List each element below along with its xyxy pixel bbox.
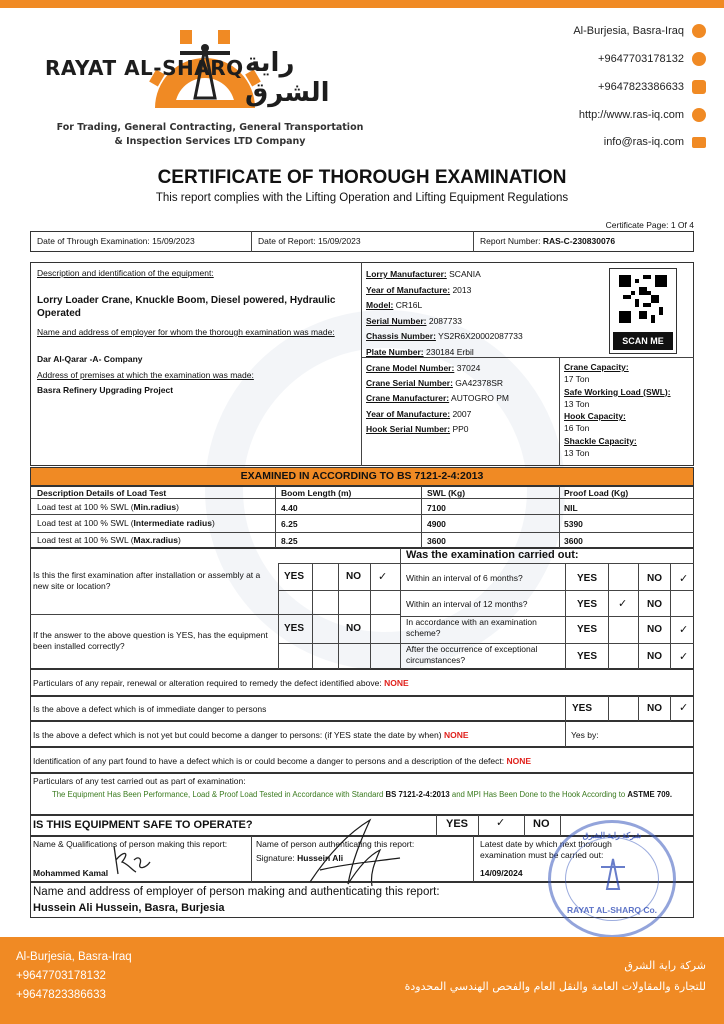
contact-website[interactable] xyxy=(579,108,706,122)
employer-report-label: Name and address of employer of person making and authenticating this report: xyxy=(33,886,440,898)
future-danger-text xyxy=(33,730,469,741)
divider xyxy=(275,486,276,548)
opt3-yes: YES xyxy=(577,624,598,635)
danger-no: NO xyxy=(647,703,662,714)
swl-cell: 7100 xyxy=(427,503,446,513)
hook-serial xyxy=(366,422,509,437)
opt2-yes: YES xyxy=(577,599,598,610)
part-defect-text xyxy=(33,756,531,767)
opt2-no: NO xyxy=(647,599,662,610)
q2-yes: YES xyxy=(284,623,305,634)
report-number xyxy=(480,236,615,247)
check-icon: ✓ xyxy=(679,651,689,663)
latest-date-value: 14/09/2024 xyxy=(480,868,523,878)
field-label: Crane Model Number: xyxy=(366,363,455,373)
table-row xyxy=(37,502,179,513)
divider xyxy=(559,357,560,466)
shackle-capacity-value: 13 Ton xyxy=(564,448,590,459)
mail-icon xyxy=(692,137,706,148)
logo-subtitle-line-1: For Trading, General Contracting, General Transportation xyxy=(56,122,364,133)
field-label: Hook Serial Number: xyxy=(366,423,451,434)
divider xyxy=(638,563,639,669)
qr-code-icon xyxy=(619,275,667,323)
row-text: ) xyxy=(177,535,181,545)
boom-length-cell: 8.25 xyxy=(281,536,298,546)
proof-load-cell: 5390 xyxy=(564,519,583,529)
repair-label: Particulars of any repair, renewal or alteration required to remedy the defect identified above: xyxy=(33,678,382,688)
scan-me-label: SCAN ME xyxy=(613,332,673,350)
interval-12-months: Within an interval of 12 months? xyxy=(406,599,528,609)
divider xyxy=(278,643,400,644)
certificate-subtitle: This report complies with the Lifting Operation and Lifting Equipment Regulations xyxy=(155,192,569,204)
crane-serial xyxy=(366,376,509,391)
divider xyxy=(251,231,252,252)
phone-icon xyxy=(692,52,706,66)
lorry-manufacturer xyxy=(366,267,523,283)
test-standard: BS 7121-2-4:2013 xyxy=(385,790,450,799)
table-row xyxy=(37,518,215,529)
logo-arabic-name: راية الشرق xyxy=(245,48,330,108)
crane-details xyxy=(366,361,509,437)
lorry-chassis xyxy=(366,329,523,345)
company-stamp xyxy=(548,820,676,938)
header-swl: SWL (Kg) xyxy=(427,488,466,498)
divider xyxy=(670,696,671,721)
test-label: Particulars of any test carried out as part of examination: xyxy=(33,776,246,786)
report-number-label: Report Number: xyxy=(480,236,541,246)
check-icon: ✓ xyxy=(679,573,689,585)
field-label: Model: xyxy=(366,300,394,310)
latest-date-label: Latest date by which next thorough examination must be carried out: xyxy=(480,839,612,860)
row-text: Load test at 100 % SWL ( xyxy=(37,518,134,528)
qr-code-box[interactable] xyxy=(609,268,677,354)
crane-year xyxy=(366,407,509,422)
divider xyxy=(565,721,566,747)
qualifications-label: Name & Qualifications of person making this report: xyxy=(33,839,228,849)
yes-by-label: Yes by: xyxy=(571,730,599,740)
swl-cell: 4900 xyxy=(427,519,446,529)
swl-label: Safe Working Load (SWL): xyxy=(564,386,671,397)
contact-address-text: Al-Burjesia, Basra-Iraq xyxy=(573,25,684,37)
row-text: Load test at 100 % SWL ( xyxy=(37,535,134,545)
part-defect-label: Identification of any part found to have a defect which is or could become a danger to persons and a description of the defect: xyxy=(33,756,505,766)
safe-yes: YES xyxy=(446,818,469,830)
crane-model xyxy=(366,361,509,376)
field-value: SCANIA xyxy=(449,269,481,279)
premises-label: Address of premises at which the examination was made: xyxy=(37,370,254,380)
row-text: Load test at 100 % SWL ( xyxy=(37,502,134,512)
future-danger-label: Is the above a defect which is not yet but could become a danger to persons: (if YES state the date by when) xyxy=(33,730,442,740)
lorry-plate xyxy=(366,345,523,361)
field-label: Crane Manufacturer: xyxy=(366,393,450,404)
divider xyxy=(278,563,279,669)
field-value: PP0 xyxy=(452,423,469,434)
contact-address xyxy=(573,24,706,38)
field-value: CR16L xyxy=(395,300,423,310)
lorry-year xyxy=(366,283,523,299)
logo-subtitle-line-2: & Inspection Services LTD Company xyxy=(114,136,306,147)
boom-length-cell: 6.25 xyxy=(281,519,298,529)
divider xyxy=(400,590,694,591)
repair-value: NONE xyxy=(384,678,409,688)
field-value: 37024 xyxy=(456,363,481,373)
premises-value: Basra Refinery Upgrading Project xyxy=(37,385,174,395)
header-proof-load: Proof Load (Kg) xyxy=(564,488,629,498)
field-value: GA42378SR xyxy=(455,378,504,389)
header-description: Description Details of Load Test xyxy=(37,488,167,498)
field-value: YS2R6X20002087733 xyxy=(438,331,523,341)
divider xyxy=(565,696,566,721)
contact-email-text: info@ras-iq.com xyxy=(603,136,684,148)
divider xyxy=(30,514,694,515)
table-row xyxy=(37,535,181,546)
lorry-serial xyxy=(366,314,523,330)
test-description xyxy=(34,789,690,800)
installed-correctly-question: If the answer to the above question is YES, has the equipment been installed correctly? xyxy=(33,630,268,651)
shackle-capacity-label: Shackle Capacity: xyxy=(564,435,637,446)
opt3-no: NO xyxy=(647,624,662,635)
field-label: Serial Number: xyxy=(366,315,427,326)
proof-load-cell: NIL xyxy=(564,503,578,513)
check-icon: ✓ xyxy=(378,571,388,583)
footer-contacts xyxy=(16,948,132,1005)
crane-capacity-value: 17 Ton xyxy=(564,374,590,385)
field-label: Chassis Number: xyxy=(366,331,436,341)
certificate-title: CERTIFICATE OF THOROUGH EXAMINATION xyxy=(157,167,567,188)
q1-yes: YES xyxy=(284,571,305,582)
signature-value: Hussein Ali xyxy=(297,853,344,863)
divider xyxy=(524,815,525,836)
globe-icon xyxy=(692,108,706,122)
test-astm: ASTME 709 xyxy=(627,790,670,799)
divider xyxy=(400,563,694,564)
divider xyxy=(30,614,400,615)
company-logo xyxy=(45,18,375,158)
row-radius: Max.radius xyxy=(133,535,178,545)
opt1-no: NO xyxy=(647,573,662,584)
employer-report-value: Hussein Ali Hussein, Basra, Burjesia xyxy=(33,902,225,914)
danger-yes: YES xyxy=(572,703,593,714)
page-indicator: Certificate Page: 1 Of 4 xyxy=(605,220,694,230)
divider xyxy=(400,548,401,669)
test-text: The Equipment Has Been Performance, Load & Proof Load Tested in Accordance with Standard xyxy=(51,790,384,799)
contact-phone-text: +9647703178132 xyxy=(598,53,684,65)
field-value: 2087733 xyxy=(428,315,462,326)
qualifications-value: Mohammed Kamal xyxy=(33,868,109,878)
authenticating-label: Name of person authenticating this report: xyxy=(256,839,415,849)
field-value: 230184 Erbil xyxy=(426,346,474,357)
divider xyxy=(638,696,639,721)
test-end: . xyxy=(669,790,673,799)
hook-capacity-value: 16 Ton xyxy=(564,423,590,434)
q2-no: NO xyxy=(346,623,361,634)
capacity-details xyxy=(564,361,671,459)
field-value: 2013 xyxy=(452,284,472,295)
footer-arabic-company: شركة راية الشرق xyxy=(624,959,706,972)
signature-mark-icon xyxy=(108,842,153,878)
row-radius: Min.radius xyxy=(133,502,177,512)
boom-length-cell: 4.40 xyxy=(281,503,298,513)
stamp-arabic-text: شركة راية الشرق xyxy=(582,831,642,840)
logo-subtitle xyxy=(45,121,375,149)
load-test-banner: EXAMINED IN ACCORDING TO BS 7121-2-4:2013 xyxy=(30,467,694,486)
safe-no: NO xyxy=(533,818,550,830)
equipment-desc-label: Description and identification of the equipment: xyxy=(37,268,214,278)
first-exam-question: Is this the first examination after installation or assembly at a new site or location? xyxy=(33,570,261,591)
danger-label: Is the above a defect which is of immediate danger to persons xyxy=(33,704,267,714)
footer-address: Al-Burjesia, Basra-Iraq xyxy=(16,951,132,963)
footer-mobile[interactable]: +9647823386633 xyxy=(16,989,106,1001)
carried-out-heading: Was the examination carried out: xyxy=(406,549,579,561)
employer-label: Name and address of employer for whom the thorough examination was made: xyxy=(37,327,335,337)
report-number-value: RAS-C-230830076 xyxy=(542,236,616,246)
contact-mobile[interactable] xyxy=(598,80,706,94)
exceptional-circumstances: After the occurrence of exceptional circumstances? xyxy=(406,644,538,665)
opt4-yes: YES xyxy=(577,651,598,662)
equipment-desc-value: Lorry Loader Crane, Knuckle Boom, Diesel powered, Hydraulic Operated xyxy=(37,295,336,319)
mobile-icon xyxy=(692,80,706,94)
divider xyxy=(278,563,400,564)
divider xyxy=(312,563,313,669)
field-label: Crane Serial Number: xyxy=(366,378,453,389)
stamp-english-text: RAYAT AL-SHARQ Co. xyxy=(566,905,658,915)
stamp-derrick-icon xyxy=(593,853,633,893)
header-boom-length: Boom Length (m) xyxy=(281,488,352,498)
check-icon: ✓ xyxy=(679,624,689,636)
contact-mobile-text: +9647823386633 xyxy=(598,81,684,93)
examination-scheme: In accordance with an examination scheme? xyxy=(406,617,537,638)
swl-cell: 3600 xyxy=(427,536,446,546)
report-date: Date of Report: 15/09/2023 xyxy=(258,236,361,246)
footer-arabic xyxy=(405,955,706,997)
divider xyxy=(436,815,437,836)
footer-phone[interactable]: +9647703178132 xyxy=(16,970,106,982)
location-pin-icon xyxy=(692,24,706,38)
crane-manufacturer xyxy=(366,391,509,406)
opt1-yes: YES xyxy=(577,573,598,584)
divider xyxy=(473,231,474,252)
divider xyxy=(370,563,371,669)
top-accent-bar xyxy=(0,0,724,8)
test-text: and MPI Has Been Done to the Hook According to xyxy=(451,790,626,799)
q1-no: NO xyxy=(346,571,361,582)
divider xyxy=(608,696,609,721)
divider xyxy=(278,590,400,591)
divider xyxy=(670,563,671,669)
row-text: ) xyxy=(211,518,215,528)
contact-phone[interactable] xyxy=(598,52,706,66)
footer-arabic-description: للتجارة والمقاولات العامة والنقل العام والفحص الهندسي المحدودة xyxy=(404,980,706,993)
field-value: AUTOGRO PM xyxy=(451,393,509,404)
future-danger-value: NONE xyxy=(443,730,469,740)
proof-load-cell: 3600 xyxy=(564,536,583,546)
row-text: ) xyxy=(176,502,179,512)
employer-value: Dar Al-Qarar -A- Company xyxy=(37,354,143,364)
row-radius: Intermediate radius xyxy=(133,518,212,528)
contact-email[interactable] xyxy=(604,136,706,148)
divider xyxy=(338,563,339,669)
check-icon: ✓ xyxy=(679,702,689,714)
field-label: Year of Manufacture: xyxy=(366,284,451,295)
divider xyxy=(30,532,694,533)
field-label: Year of Manufacture: xyxy=(366,408,451,419)
divider xyxy=(478,815,479,836)
safe-to-operate-label: IS THIS EQUIPMENT SAFE TO OPERATE? xyxy=(33,819,253,831)
divider xyxy=(473,836,474,882)
signature-label: Signature: xyxy=(256,853,295,863)
repair-text xyxy=(33,678,409,689)
part-defect-value: NONE xyxy=(506,756,532,766)
field-label: Plate Number: xyxy=(366,346,424,357)
divider xyxy=(361,262,362,466)
logo-english-name: RAYAT AL-SHARQ xyxy=(45,56,244,80)
divider xyxy=(565,563,566,669)
check-icon: ✓ xyxy=(496,817,506,829)
interval-6-months: Within an interval of 6 months? xyxy=(406,573,523,583)
field-label: Lorry Manufacturer: xyxy=(366,269,447,279)
divider xyxy=(421,486,422,548)
divider xyxy=(559,486,560,548)
crane-capacity-label: Crane Capacity: xyxy=(564,362,629,372)
swl-value: 13 Ton xyxy=(564,398,590,409)
opt4-no: NO xyxy=(647,651,662,662)
lorry-details xyxy=(366,267,523,360)
contact-website-text: http://www.ras-iq.com xyxy=(578,109,684,121)
divider xyxy=(251,836,252,882)
hook-capacity-label: Hook Capacity: xyxy=(564,411,626,422)
exam-date: Date of Through Examination: 15/09/2023 xyxy=(37,236,195,246)
check-icon: ✓ xyxy=(618,598,628,610)
field-value: 2007 xyxy=(452,408,472,419)
divider xyxy=(608,563,609,669)
lorry-model xyxy=(366,298,523,314)
